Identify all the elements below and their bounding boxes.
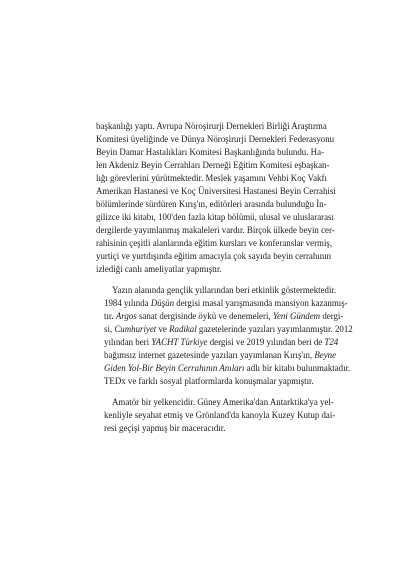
text-line: [96, 263, 302, 276]
text-line: [96, 310, 344, 323]
author-biography-text: [96, 120, 353, 435]
text-run: dergilerde yayımlanmış makaleleri vardır. Birçok ülkede beyin cer-: [96, 225, 335, 235]
text-run: dergisi masal yarışmasında mansiyon kazanmış-: [174, 298, 348, 308]
paragraph-p3: [96, 396, 336, 435]
text-run: dergi-: [320, 311, 344, 321]
text-line: [96, 362, 351, 375]
text-line: [96, 211, 334, 224]
text-run: sanat dergisinde öykü ve denemeleri,: [136, 311, 273, 321]
text-run: 1984 yılında: [104, 298, 151, 308]
text-line: [96, 185, 336, 198]
text-run: adlı bir kitabı bulunmaktadır.: [244, 363, 351, 373]
text-line: [96, 409, 336, 422]
text-line: [96, 323, 353, 336]
text-line: [96, 375, 314, 388]
text-run: bağımsız internet gazetesinde yazıları yayımlanan Kırış'ın,: [104, 350, 315, 360]
text-run: TEDx ve farklı sosyal platformlarda konuşmalar yapmıştır.: [104, 376, 314, 386]
italic-title: Argos: [115, 311, 137, 321]
text-run: Yazın alanında gençlik yıllarından beri etkinlik göstermektedir.: [112, 285, 337, 295]
text-line: [96, 336, 339, 349]
text-run: rahisinin çeşitli alanlarında eğitim kursları ve konferanslar vermiş,: [96, 238, 333, 248]
text-line: [96, 159, 330, 172]
text-run: izlediği canlı ameliyatlar yapmıştır.: [96, 264, 222, 274]
text-run: başkanlığı yaptı. Avrupa Nöroşirurji Dernekleri Birliği Araştırma: [96, 121, 327, 131]
text-run: bölümlerinde sürdüren Kırış'ın, editörleri arasında bulunduğu İn-: [96, 199, 327, 209]
text-line: [96, 349, 337, 362]
text-line: [96, 237, 333, 250]
text-line: [96, 172, 327, 185]
italic-title: Radikal: [169, 324, 197, 334]
text-line: [96, 224, 335, 237]
text-line: [96, 146, 324, 159]
paragraph-p2: [96, 284, 353, 388]
text-run: gilizce iki kitabı, 100'den fazla kitap bölümü, ulusal ve uluslararası: [96, 212, 334, 222]
text-run: kenliyle seyahat etmiş ve Grönland'da kanoyla Kuzey Kutup dai-: [104, 410, 336, 420]
text-line: [96, 297, 348, 310]
text-run: Beyin Damar Hastalıkları Komitesi Başkanlığında bulundu. Ha-: [96, 147, 324, 157]
italic-title: T24: [324, 337, 339, 347]
text-line: [96, 120, 327, 133]
text-line: [96, 284, 337, 297]
text-run: resi geçişi yapmış bir maceracıdır.: [104, 423, 226, 433]
text-run: Amatör bir yelkencidir. Güney Amerika'dan Antarktika'ya yel-: [112, 397, 334, 407]
italic-title: Düşün: [150, 298, 175, 308]
text-line: [96, 198, 327, 211]
italic-title: Yeni Gündem: [272, 311, 321, 321]
text-run: lığı görevlerini yürütmektedir. Meslek yaşamını Vehbi Koç Vakfı: [96, 173, 327, 183]
paragraph-p1: [96, 120, 336, 276]
text-run: Komitesi üyeliğinde ve Dünya Nöroşirurji Dernekleri Federasyonu: [96, 134, 335, 144]
text-run: ve: [156, 324, 170, 334]
text-run: Amerikan Hastanesi ve Koç Üniversitesi Hastanesi Beyin Cerrahisi: [96, 186, 336, 196]
italic-title: Giden Yol-Bir Beyin Cerrahının Anıları: [104, 363, 245, 373]
italic-title: Cumhuriyet: [114, 324, 157, 334]
text-line: [96, 396, 334, 409]
text-run: tır.: [104, 311, 116, 321]
text-run: gazetelerinde yazıları yayımlanmıştır. 2012: [196, 324, 353, 334]
italic-title: YACHT Türkiye: [151, 337, 208, 347]
text-line: [96, 250, 332, 263]
text-run: yılından beri: [104, 337, 152, 347]
text-line: [96, 422, 302, 435]
text-line: [96, 133, 335, 146]
italic-title: Beyne: [314, 350, 337, 360]
text-run: yurtiçi ve yurtdışında eğitim amacıyla çok sayıda beyin cerrahının: [96, 251, 332, 261]
text-run: len Akdeniz Beyin Cerrahları Derneği Eğitim Komitesi eşbaşkan-: [96, 160, 330, 170]
text-run: dergisi ve 2019 yılından beri de: [207, 337, 325, 347]
text-run: si,: [104, 324, 115, 334]
